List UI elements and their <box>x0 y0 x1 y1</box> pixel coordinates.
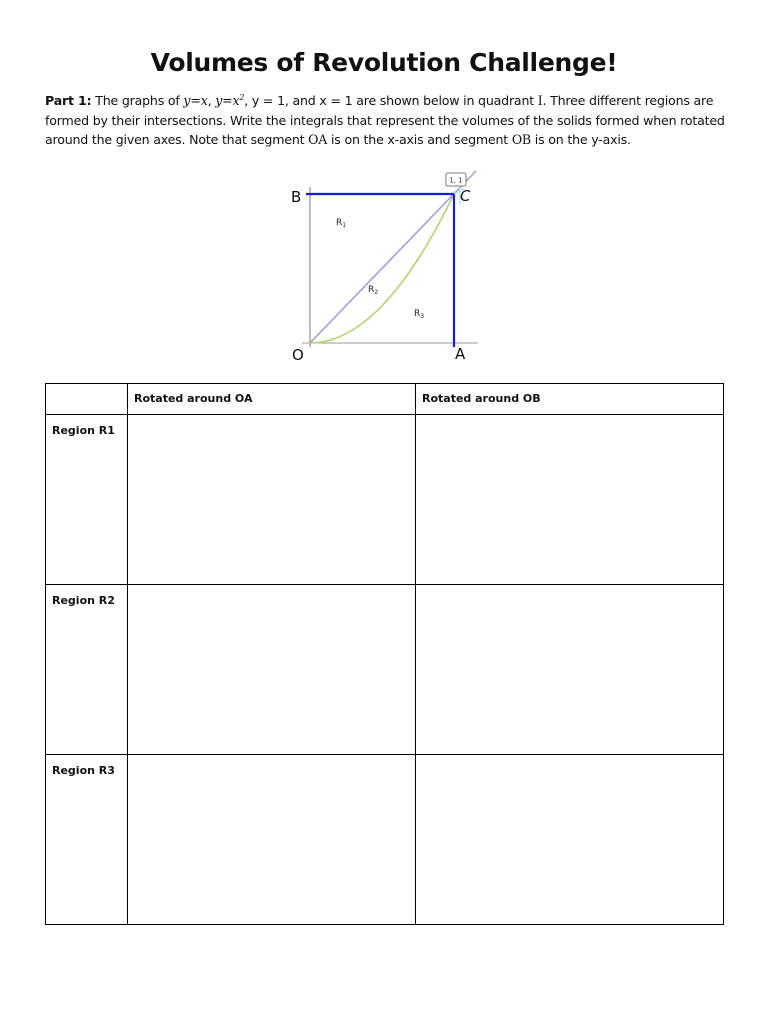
table-row-region-r2 <box>46 585 724 755</box>
equation-y-equals-x: y=x <box>183 93 208 108</box>
region-label-r3 <box>414 309 424 320</box>
row-label: Region R3 <box>52 764 115 777</box>
line-y-equals-x <box>310 171 476 343</box>
answer-cell-r3-oa[interactable] <box>128 755 416 925</box>
vertex-label-b: B <box>291 188 302 206</box>
column-header-ob <box>416 384 724 415</box>
row-label: Region R2 <box>52 594 115 607</box>
region-label-sub: 2 <box>374 289 379 296</box>
intro-text: Three different regions are formed by their intersections. Write the integrals that represent the volumes of the solids formed when rotated around the given axes. Note that segment <box>45 93 725 147</box>
column-header-label: Rotated around OA <box>134 392 253 405</box>
answer-cell-r2-oa[interactable] <box>128 585 416 755</box>
intro-text: , y = 1, and x = 1 are shown below in quadrant <box>244 93 538 108</box>
row-label: Region R1 <box>52 424 115 437</box>
intro-separator: , <box>207 93 216 108</box>
column-header-label: Rotated around OB <box>422 392 541 405</box>
region-label-r1 <box>336 218 346 229</box>
answer-cell-r1-ob[interactable] <box>416 415 724 585</box>
intro-text: The graphs of <box>91 93 184 108</box>
table-corner-cell <box>46 384 128 415</box>
row-header <box>46 755 128 925</box>
region-label-sub: 3 <box>420 313 425 320</box>
region-label-sub: 1 <box>342 222 347 229</box>
equation-y-equals-x-squared <box>215 93 244 108</box>
region-label-base: R <box>414 309 421 319</box>
vertex-label-a: A <box>455 345 466 363</box>
vertex-label-o: O <box>292 346 304 364</box>
segment-ob: OB <box>511 132 531 147</box>
part-label: Part 1: <box>45 93 92 108</box>
row-header <box>46 415 128 585</box>
answer-cell-r1-oa[interactable] <box>128 415 416 585</box>
column-header-oa <box>128 384 416 415</box>
table-row-region-r3 <box>46 755 724 925</box>
vertex-label-c: C <box>460 187 471 205</box>
answer-cell-r3-ob[interactable] <box>416 755 724 925</box>
quadrant-label: I. <box>537 93 547 108</box>
region-label-base: R <box>368 285 375 295</box>
region-diagram <box>280 165 495 370</box>
region-label-r2 <box>368 285 378 296</box>
volume-integral-table <box>45 383 724 925</box>
equation-exponent: 2 <box>239 92 245 102</box>
intro-text: is on the x-axis and segment <box>327 132 512 147</box>
table-header-row <box>46 384 724 415</box>
segment-oa: OA <box>308 132 328 147</box>
intro-text: is on the y-axis. <box>531 132 631 147</box>
region-label-base: R <box>336 218 343 228</box>
page-title: Volumes of Revolution Challenge! <box>150 48 618 77</box>
answer-cell-r2-ob[interactable] <box>416 585 724 755</box>
table-row-region-r1 <box>46 415 724 585</box>
equation-base: y=x <box>215 93 240 108</box>
row-header <box>46 585 128 755</box>
instructions-paragraph <box>45 91 735 150</box>
point-label: 1, 1 <box>449 176 463 185</box>
